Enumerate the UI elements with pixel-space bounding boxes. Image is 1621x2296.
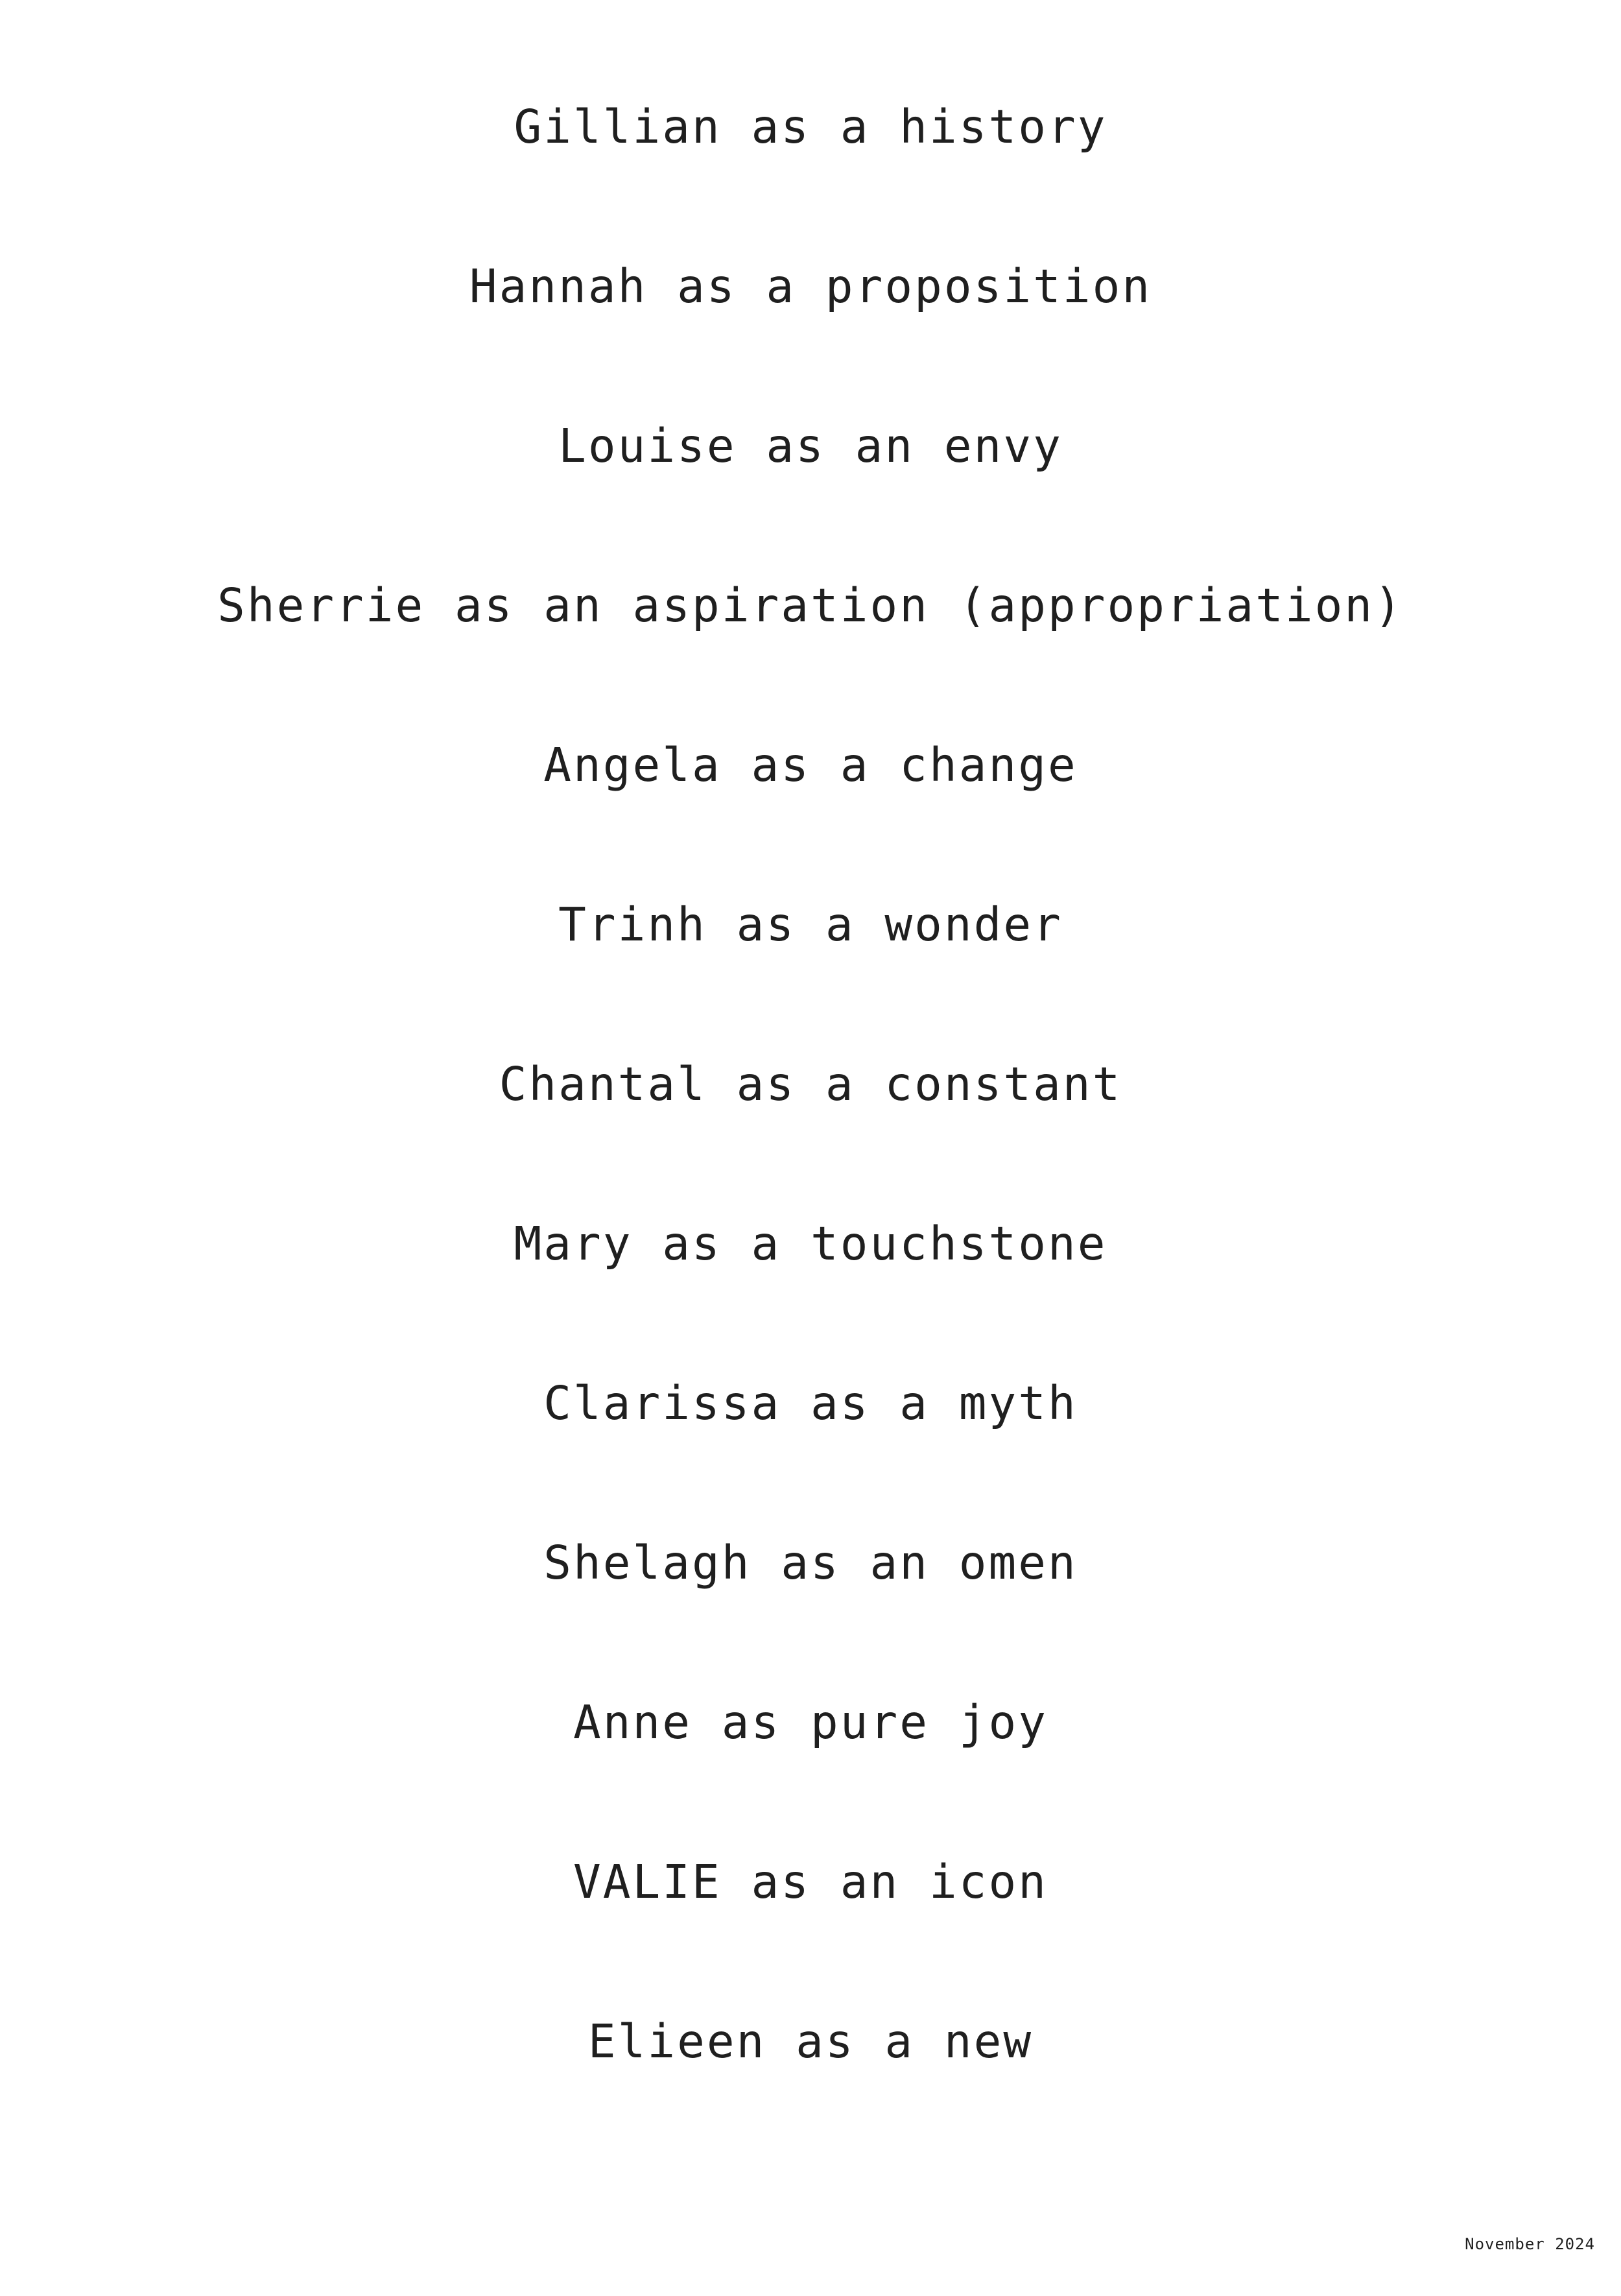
poem-line: Elieen as a new xyxy=(587,2015,1034,2068)
poem-line: Sherrie as an aspiration (appropriation) xyxy=(217,579,1404,632)
poem-line: Mary as a touchstone xyxy=(514,1217,1107,1271)
poem-line: Hannah as a proposition xyxy=(469,259,1152,313)
poem-line: Gillian as a history xyxy=(514,100,1107,154)
poem-line: Anne as pure joy xyxy=(573,1695,1048,1749)
poem-line: Trinh as a wonder xyxy=(558,898,1063,951)
footer-date: November 2024 xyxy=(1465,2235,1595,2253)
poem-line: Louise as an envy xyxy=(558,419,1063,473)
poem-line: VALIE as an icon xyxy=(573,1855,1048,1909)
poem-line: Angela as a change xyxy=(543,738,1078,792)
poem-line: Clarissa as a myth xyxy=(543,1376,1078,1430)
poem-line: Shelagh as an omen xyxy=(543,1536,1078,1590)
poem-line: Chantal as a constant xyxy=(499,1057,1122,1111)
